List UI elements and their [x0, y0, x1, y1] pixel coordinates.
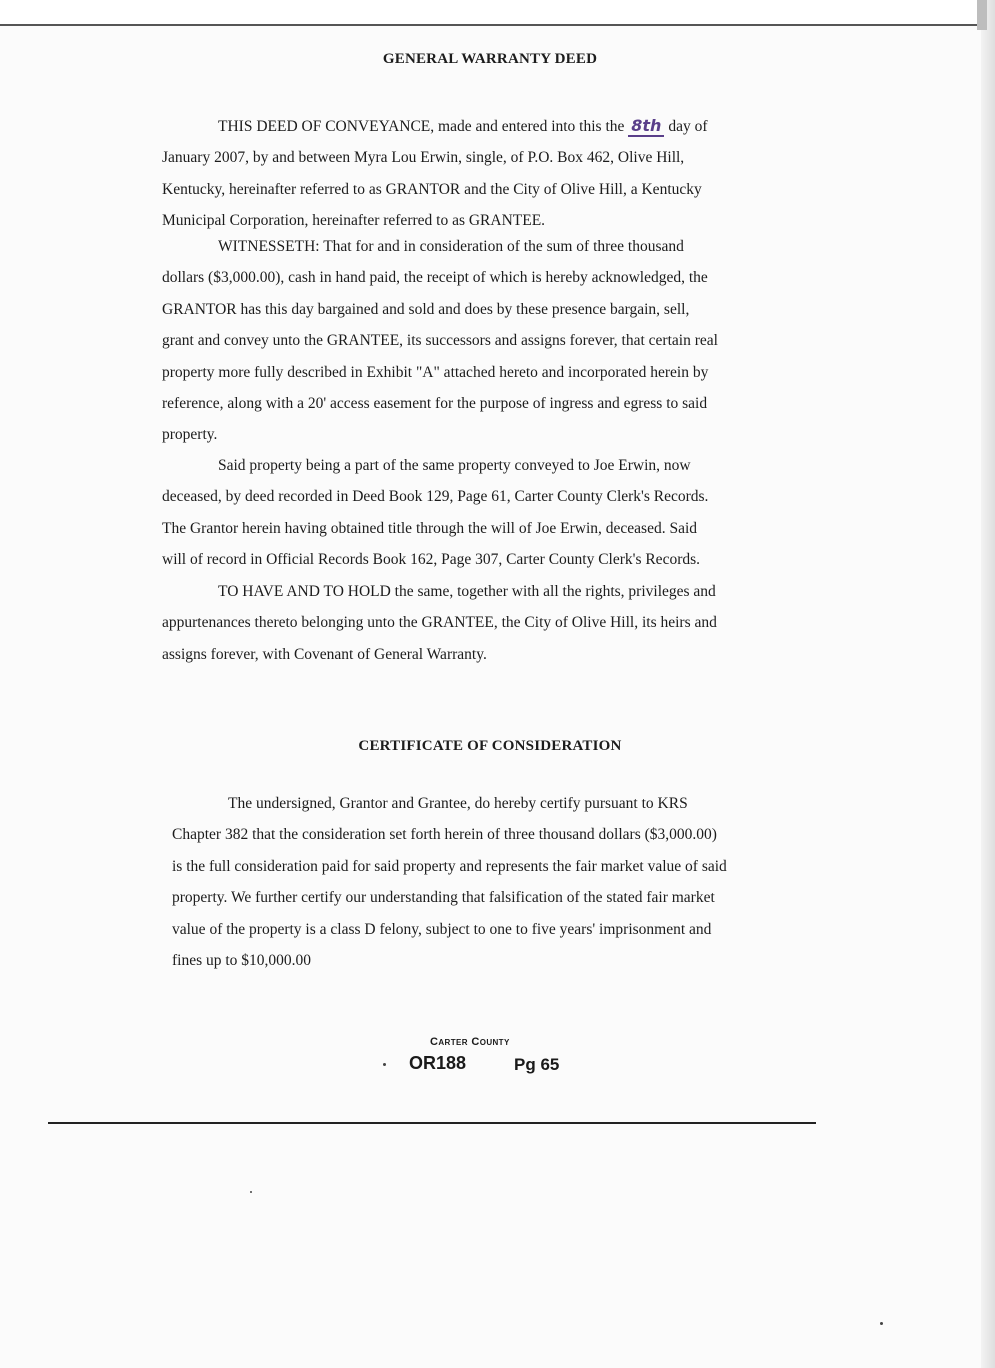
witnesseth-line-3: GRANTOR has this day bargained and sold and does by these presence bargain, sell,	[162, 300, 690, 318]
habendum-paragraph	[162, 576, 717, 670]
recording-stamp-book: OR188	[409, 1053, 467, 1073]
certificate-line-6: fines up to $10,000.00	[172, 952, 312, 970]
conveyance-line-4: Municipal Corporation, hereinafter referred to as GRANTEE.	[162, 212, 546, 230]
witnesseth-line-1: WITNESSETH: That for and in consideration of the sum of three thousand	[218, 238, 684, 255]
scan-right-edge	[981, 0, 995, 1368]
habendum-line-2: appurtenances thereto belonging unto the GRANTEE, the City of Olive Hill, its heirs and	[162, 614, 717, 632]
scan-speck	[383, 1063, 386, 1066]
recording-stamp-page: Pg 65	[514, 1055, 560, 1074]
scan-top-edge	[0, 24, 980, 26]
habendum-line-3: assigns forever, with Covenant of General Warranty.	[162, 645, 487, 663]
scan-speck	[250, 1191, 252, 1193]
certificate-line-3: is the full consideration paid for said property and represents the fair market value of said	[172, 857, 727, 875]
certificate-line-5: value of the property is a class D felony, subject to one to five years' imprisonment and	[172, 920, 712, 938]
conveyance-line-3: Kentucky, hereinafter referred to as GRANTOR and the City of Olive Hill, a Kentucky	[162, 180, 702, 198]
certificate-title: CERTIFICATE OF CONSIDERATION	[358, 738, 622, 754]
conveyance-paragraph	[162, 110, 707, 237]
witnesseth-line-6: reference, along with a 20' access easement for the purpose of ingress and egress to said	[162, 395, 708, 413]
conveyance-line-1-end: day of	[668, 118, 708, 135]
source-line-2: deceased, by deed recorded in Deed Book 129, Page 61, Carter County Clerk's Records.	[162, 488, 709, 506]
bottom-rule	[48, 1122, 816, 1124]
certificate-paragraph	[172, 788, 727, 976]
witnesseth-line-5: property more fully described in Exhibit "A" attached hereto and incorporated herein by	[162, 363, 709, 381]
witnesseth-paragraph	[162, 231, 718, 451]
scan-corner-shadow	[977, 0, 987, 30]
handwritten-day: 8th	[628, 116, 664, 137]
certificate-line-1: The undersigned, Grantor and Grantee, do hereby certify pursuant to KRS	[228, 795, 688, 812]
deed-title: GENERAL WARRANTY DEED	[382, 51, 598, 67]
source-paragraph	[162, 450, 708, 576]
source-line-4: will of record in Official Records Book 162, Page 307, Carter County Clerk's Records.	[162, 551, 701, 569]
certificate-line-2: Chapter 382 that the consideration set forth herein of three thousand dollars ($3,000.00)	[172, 826, 717, 844]
witnesseth-line-4: grant and convey unto the GRANTEE, its successors and assigns forever, that certain real	[162, 332, 718, 350]
conveyance-line-2: January 2007, by and between Myra Lou Erwin, single, of P.O. Box 462, Olive Hill,	[162, 149, 685, 167]
conveyance-line-1-text: THIS DEED OF CONVEYANCE, made and entered into this the	[218, 118, 625, 135]
source-line-3: The Grantor herein having obtained title through the will of Joe Erwin, deceased. Said	[162, 519, 698, 537]
scan-speck	[880, 1322, 883, 1325]
scan-top-margin	[0, 0, 995, 24]
certificate-line-4: property. We further certify our understanding that falsification of the stated fair market	[172, 889, 715, 907]
witnesseth-line-2: dollars ($3,000.00), cash in hand paid, the receipt of which is hereby acknowledged, the	[162, 269, 708, 287]
habendum-line-1: TO HAVE AND TO HOLD the same, together with all the rights, privileges and	[218, 583, 716, 600]
recording-stamp-county: Carter County	[430, 1036, 510, 1048]
source-line-1: Said property being a part of the same property conveyed to Joe Erwin, now	[218, 457, 691, 474]
conveyance-line-1	[162, 110, 707, 142]
witnesseth-line-7: property.	[162, 426, 218, 444]
